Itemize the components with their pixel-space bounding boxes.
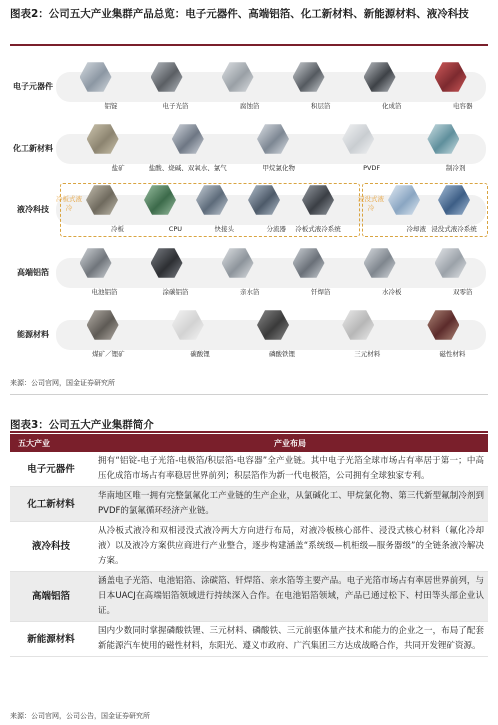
product-item bbox=[145, 244, 189, 298]
product-label: 制冷剂 bbox=[445, 164, 466, 172]
product-label: 盐酸、烧碱、双氧水、氯气 bbox=[148, 164, 227, 172]
product-item bbox=[251, 306, 295, 360]
hydrophilic-foil-icon bbox=[222, 247, 254, 279]
table-header-row bbox=[10, 434, 488, 452]
row-items bbox=[60, 306, 486, 364]
header-industry: 五大产业 bbox=[10, 434, 92, 452]
header-layout: 产业布局 bbox=[92, 434, 488, 452]
capacitor-icon bbox=[435, 61, 467, 93]
product-item bbox=[148, 120, 227, 174]
product-label: 铝锭 bbox=[104, 102, 118, 110]
industry-desc: 涵盖电子光箔、电池铝箔、涂碳箔、钎焊箔、亲水箔等主要产品。电子光箔市场占有率居世界前列，与日本UACJ在高端铝箔领域进行持续深入合作。在电池铝箔领域，产品已通过松下、村田等头部企业认证。 bbox=[92, 572, 488, 622]
product-item bbox=[145, 58, 189, 112]
coolant-icon bbox=[388, 184, 420, 216]
product-item bbox=[287, 244, 331, 298]
product-item bbox=[138, 181, 182, 235]
lithium-mine-icon bbox=[87, 309, 119, 341]
industry-name: 高端铝箔 bbox=[10, 572, 92, 622]
product-label: 双零箔 bbox=[453, 288, 473, 296]
industry-row-name: 高端铝箔 bbox=[17, 268, 49, 277]
product-item bbox=[429, 244, 473, 298]
product-item bbox=[382, 181, 426, 235]
water-cooling-plate-icon bbox=[364, 247, 396, 279]
industry-row-name: 液冷科技 bbox=[17, 205, 49, 214]
product-item bbox=[216, 244, 260, 298]
product-item bbox=[296, 181, 340, 235]
product-item bbox=[287, 58, 331, 112]
product-label: 磁性材料 bbox=[439, 350, 466, 358]
manifold-icon bbox=[248, 184, 280, 216]
product-label: 快接头 bbox=[214, 225, 234, 233]
double-zero-foil-icon bbox=[435, 247, 467, 279]
product-label: 冷板式液冷系统 bbox=[295, 225, 341, 233]
product-item bbox=[358, 58, 402, 112]
table-row bbox=[10, 572, 488, 622]
figure-source: 来源：公司官网，国金证券研究所 bbox=[10, 379, 115, 387]
product-label: CPU bbox=[168, 225, 182, 233]
product-label: 电容器 bbox=[453, 102, 473, 110]
product-label: 亲水箔 bbox=[240, 288, 260, 296]
product-label: 盐矿 bbox=[111, 164, 125, 172]
figure-title-rule bbox=[10, 44, 488, 46]
table-row bbox=[10, 487, 488, 522]
chemical-plant-icon bbox=[257, 123, 289, 155]
foil-roll-icon bbox=[151, 61, 183, 93]
refrigerant-cylinder-icon bbox=[427, 123, 459, 155]
industry-desc: 华南地区唯一拥有完整氯氟化工产业链的生产企业，从氯碱化工、甲烷氯化物、第三代新型氟制冷剂到PVDF的氯氟循环经济产业链。 bbox=[92, 487, 488, 522]
industry-name: 新能源材料 bbox=[10, 622, 92, 657]
product-label: 煤矿／锂矿 bbox=[92, 350, 125, 358]
cold-plate-icon bbox=[86, 184, 118, 216]
product-label: 冷板 bbox=[111, 225, 124, 233]
product-label: 碳酸锂 bbox=[190, 350, 210, 358]
table-title-rule bbox=[10, 431, 488, 433]
product-item bbox=[358, 244, 402, 298]
formed-foil-icon bbox=[364, 61, 396, 93]
product-label: 水冷板 bbox=[382, 288, 402, 296]
row-items bbox=[60, 244, 486, 302]
table-row bbox=[10, 622, 488, 657]
industry-desc: 拥有“铝锭-电子光箔-电极箔/积层箔-电容器”全产业链。其中电子光箔全球市场占有率居于第一；中高压化成箔市场占有率稳居世界前列；积层箔作为新一代电极箔，公司拥有全球独家专利。 bbox=[92, 452, 488, 487]
magnetic-material-icon bbox=[427, 309, 459, 341]
table-row bbox=[10, 452, 488, 487]
industry-row-name: 电子元器件 bbox=[13, 82, 53, 91]
cpu-chip-icon bbox=[144, 184, 176, 216]
ternary-material-icon bbox=[342, 309, 374, 341]
product-item bbox=[81, 120, 125, 174]
industry-row-name: 化工新材料 bbox=[13, 144, 53, 153]
industry-row bbox=[10, 244, 488, 302]
product-label: 电子光箔 bbox=[162, 102, 189, 110]
product-label: 磷酸铁锂 bbox=[269, 350, 295, 358]
product-item bbox=[336, 120, 380, 174]
product-item bbox=[216, 58, 260, 112]
industry-name: 液冷科技 bbox=[10, 522, 92, 572]
product-item bbox=[166, 306, 210, 360]
cold-plate-tag: 冷板式液冷 bbox=[56, 195, 82, 212]
product-label: 三元材料 bbox=[354, 350, 381, 358]
laminated-foil-icon bbox=[293, 61, 325, 93]
product-item bbox=[251, 120, 295, 174]
product-label: 涂碳铝箔 bbox=[162, 288, 189, 296]
section-divider bbox=[10, 394, 488, 395]
figure-title: 图表2：公司五大产业集群产品总览：电子元器件、高端铝箔、化工新材料、新能源材料、液冷科技 bbox=[10, 8, 469, 20]
aluminum-ingot-icon bbox=[80, 61, 112, 93]
product-item bbox=[429, 58, 473, 112]
industry-table bbox=[10, 434, 488, 657]
product-item bbox=[421, 306, 465, 360]
product-label: 浸没式液冷系统 bbox=[431, 225, 477, 233]
product-label: PVDF bbox=[363, 164, 381, 172]
immersion-tag: 浸没式液冷 bbox=[358, 195, 384, 212]
pvdf-powder-icon bbox=[342, 123, 374, 155]
product-label: 电池铝箔 bbox=[91, 288, 118, 296]
carbon-coated-foil-icon bbox=[151, 247, 183, 279]
product-label: 化成箔 bbox=[382, 102, 402, 110]
product-item bbox=[74, 58, 118, 112]
industry-desc: 从冷板式液冷和双相浸没式液冷两大方向进行布局，对液冷板核心部件、浸没式核心材料（氟化冷却液）以及液冷方案供应商进行产业整合，逐步构建涵盖“系统级—机柜级—服务器级”的全链条液冷解决方案。 bbox=[92, 522, 488, 572]
product-item bbox=[336, 306, 380, 360]
industry-row bbox=[10, 181, 488, 239]
industry-desc: 国内少数同时掌握磷酸铁锂、三元材料、磷酸铁、三元前驱体量产技术和能力的企业之一，布局了配套新能源汽车使用的磁性材料，东阳光、遵义市政府、广汽集团三方达成战略合作，共同开发锂矿资源。 bbox=[92, 622, 488, 657]
etched-foil-icon bbox=[222, 61, 254, 93]
industry-row bbox=[10, 120, 488, 178]
product-label: 积层箔 bbox=[311, 102, 331, 110]
chemical-tanks-icon bbox=[172, 123, 204, 155]
row-items bbox=[60, 58, 486, 116]
lfp-powder-icon bbox=[257, 309, 289, 341]
industry-row-name: 能源材料 bbox=[17, 330, 49, 339]
quick-connector-icon bbox=[196, 184, 228, 216]
product-item bbox=[432, 181, 476, 235]
product-label: 分流器 bbox=[266, 225, 286, 233]
industry-row bbox=[10, 306, 488, 364]
product-item bbox=[81, 306, 125, 360]
product-item bbox=[242, 181, 286, 235]
row-items bbox=[56, 181, 486, 239]
product-item bbox=[190, 181, 234, 235]
battery-foil-icon bbox=[80, 247, 112, 279]
brazing-foil-icon bbox=[293, 247, 325, 279]
row-items bbox=[60, 120, 486, 178]
industry-name: 化工新材料 bbox=[10, 487, 92, 522]
product-item bbox=[421, 120, 465, 174]
lithium-carbonate-icon bbox=[172, 309, 204, 341]
product-item bbox=[74, 244, 118, 298]
product-label: 甲烷氯化物 bbox=[262, 164, 295, 172]
immersion-system-icon bbox=[438, 184, 470, 216]
table-title: 图表3：公司五大产业集群简介 bbox=[10, 419, 154, 431]
product-label: 钎焊箔 bbox=[311, 288, 331, 296]
product-label: 冷却液 bbox=[406, 225, 426, 233]
cold-plate-system-icon bbox=[302, 184, 334, 216]
industry-row bbox=[10, 58, 488, 116]
table-source: 来源：公司官网，公司公告，国金证券研究所 bbox=[10, 712, 150, 720]
industry-name: 电子元器件 bbox=[10, 452, 92, 487]
table-row bbox=[10, 522, 488, 572]
product-label: 腐蚀箔 bbox=[240, 102, 260, 110]
salt-mine-icon bbox=[87, 123, 119, 155]
product-item bbox=[80, 181, 124, 235]
